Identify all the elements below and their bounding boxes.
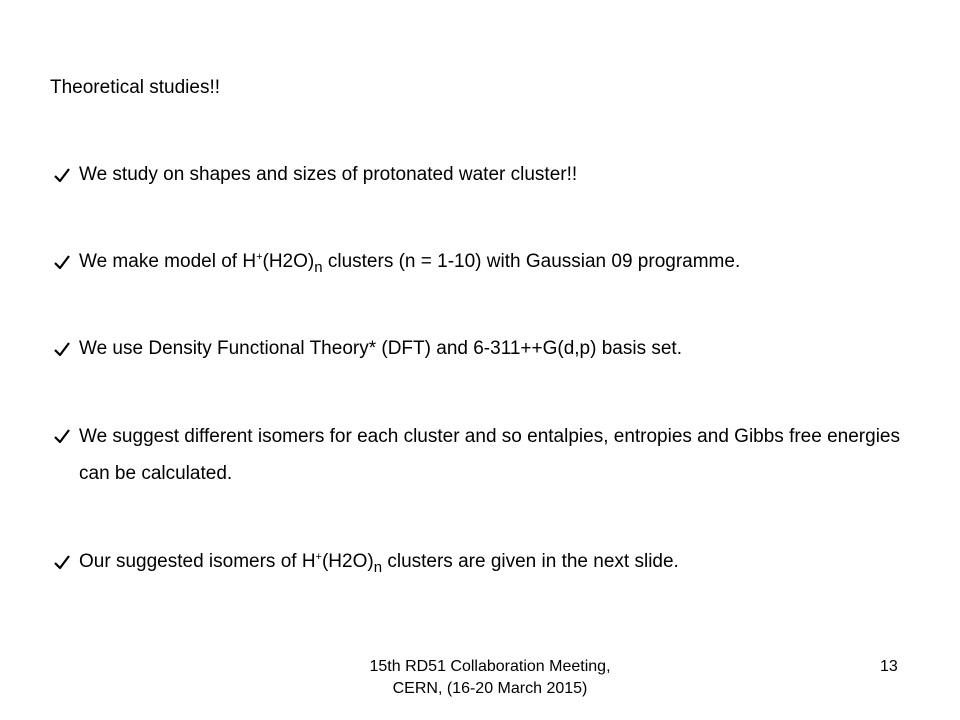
slide-heading: Theoretical studies!! <box>50 77 221 98</box>
bullet-item-3 <box>52 337 932 361</box>
bullet-item-2 <box>52 250 932 274</box>
text-run: We make model of H <box>79 251 257 272</box>
checkmark-icon <box>52 337 72 361</box>
subscript: n <box>373 559 383 576</box>
subscript: n <box>314 259 323 276</box>
text-run: (H2O) <box>321 551 374 572</box>
bullet-text: We study on shapes and sizes of protonated water cluster!! <box>79 164 578 185</box>
text-run: clusters (n = 1-10) with Gaussian 09 programme. <box>322 251 741 272</box>
footer-line-2: CERN, (16-20 March 2015) <box>392 680 588 697</box>
text-run: (H2O) <box>262 251 315 272</box>
page-number: 13 <box>880 658 898 675</box>
superscript: + <box>256 251 263 263</box>
bullet-text: We use Density Functional Theory* (DFT) and 6-311++G(d,p) basis set. <box>79 338 682 359</box>
checkmark-icon <box>52 250 72 274</box>
bullet-item-4 <box>52 424 902 492</box>
text-run: Our suggested isomers of H <box>79 551 316 572</box>
superscript: + <box>315 551 322 563</box>
bullet-item-5 <box>52 550 932 574</box>
checkmark-icon <box>52 163 72 187</box>
footer-line-1: 15th RD51 Collaboration Meeting, <box>369 658 611 675</box>
checkmark-icon <box>52 424 72 448</box>
checkmark-icon <box>52 550 72 574</box>
bullet-item-1 <box>52 163 932 187</box>
text-run: clusters are given in the next slide. <box>382 551 679 572</box>
footer-meeting-info <box>330 656 650 700</box>
bullet-text: We suggest different isomers for each cluster and so entalpies, entropies and Gibbs free energies can be calculated. <box>79 426 900 484</box>
bullet-text <box>79 250 932 274</box>
bullet-text <box>79 550 932 574</box>
